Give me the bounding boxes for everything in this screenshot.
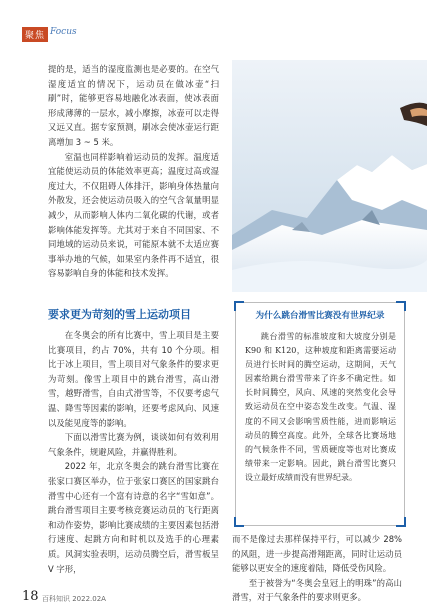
- paragraph: 提的是，适当的湿度监测也是必要的。在空气湿度适宜的情况下，运动员在做冰壶“扫刷”时，能够更容易地融化冰表面，使冰表面形成薄薄的一层水，减小摩擦，冰壶可以走得又远又直。据专家预测，刷冰会使冰壶运行距离增加 3 ~ 5 米。: [48, 64, 219, 147]
- box-text: 跳台滑雪的标准坡度和大坡度分别是 K90 和 K120，这种坡度和距离需要运动员进行长时间的腾空运动，这期间，天气因素给跳台滑雪带来了许多不确定性。如长时间腾空，风向、风速的突然变化会导致运动员在空中姿态发生改变。气温、湿度的不同又会影响雪质性能，进而影响运动员的腾空高度。此外，全球各比赛场地的气候条件不同，雪质硬度等也对比赛成绩带来一定影响。因此，跳台滑雪比赛只设立最好成绩而没有世界纪录。: [245, 332, 396, 482]
- paragraph: 在冬奥会的所有比赛中，雪上项目是主要比赛项目，约占 70%，共有 10 个分项。相比于冰上项目，雪上项目对气象条件的要求更为苛刻。像雪上项目中的跳台滑雪，高山滑雪，越野滑雪，自由式滑雪等，不仅要考虑气温、降雪等因素的影响，还要考虑风向、风速以及能见度等的影响。: [48, 330, 219, 428]
- page-header: [0, 0, 427, 60]
- page-number: 18: [22, 589, 39, 604]
- sidebar-box: [235, 302, 405, 526]
- paragraph: 至于被誉为“冬奥会皇冠上的明珠”的高山滑雪，对于气象条件的要求则更多。: [232, 577, 402, 603]
- paragraph: 而不是像过去那样保持平行，可以减少 28% 的风阻，进一步提高滑翔距离，同时让运动员能够以更安全的速度着陆，降低受伤风险。: [232, 534, 402, 574]
- ski-mountain-photo: [232, 60, 427, 292]
- left-column-top: [48, 62, 219, 281]
- left-column-bottom: [48, 328, 219, 576]
- paragraph: 下面以滑雪比赛为例，谈谈如何有效利用气象条件，规避风险，并赢得胜利。: [48, 432, 219, 457]
- section-badge: 聚焦: [22, 27, 48, 42]
- journal-name: 百科知识 2022.02A: [42, 595, 106, 603]
- paragraph: 2022 年，北京冬奥会的跳台滑雪比赛在张家口赛区举办，位于张家口赛区的国家跳台滑雪中心还有一个富有诗意的名字“雪如意”。跳台滑雪项目主要考核竞赛运动员的飞行距离和动作姿势，影响比赛成绩的主要因素包括滑行速度、起跳方向和时机以及选手的心理素质。风洞实验表明，运动员腾空后，滑雪板呈 V 字形，: [48, 461, 219, 574]
- paragraph: 室温也同样影响着运动员的发挥。温度适宜能使运动员的体能效率更高；温度过高或湿度过大，不仅阻碍人体排汗，影响身体热量向外散发，还会使运动员吸入的空气含氧量明显减少，从而影响人体内二氧化碳的代谢，或者影响体能发挥等。尤其对于来自不同国家、不同地域的运动员来说，可能原本就不太适应赛事举办地的气候，如果室内条件再不适宜，很容易影响自身的体能和技术发挥。: [48, 151, 219, 279]
- section-title: 要求更为苛刻的雪上运动项目: [48, 308, 191, 321]
- page-footer: [0, 586, 427, 610]
- section-subtitle: Focus: [50, 27, 77, 37]
- box-title: 为什么跳台滑雪比赛没有世界纪录: [255, 311, 385, 321]
- box-corner: [234, 517, 244, 527]
- box-corner: [396, 517, 406, 527]
